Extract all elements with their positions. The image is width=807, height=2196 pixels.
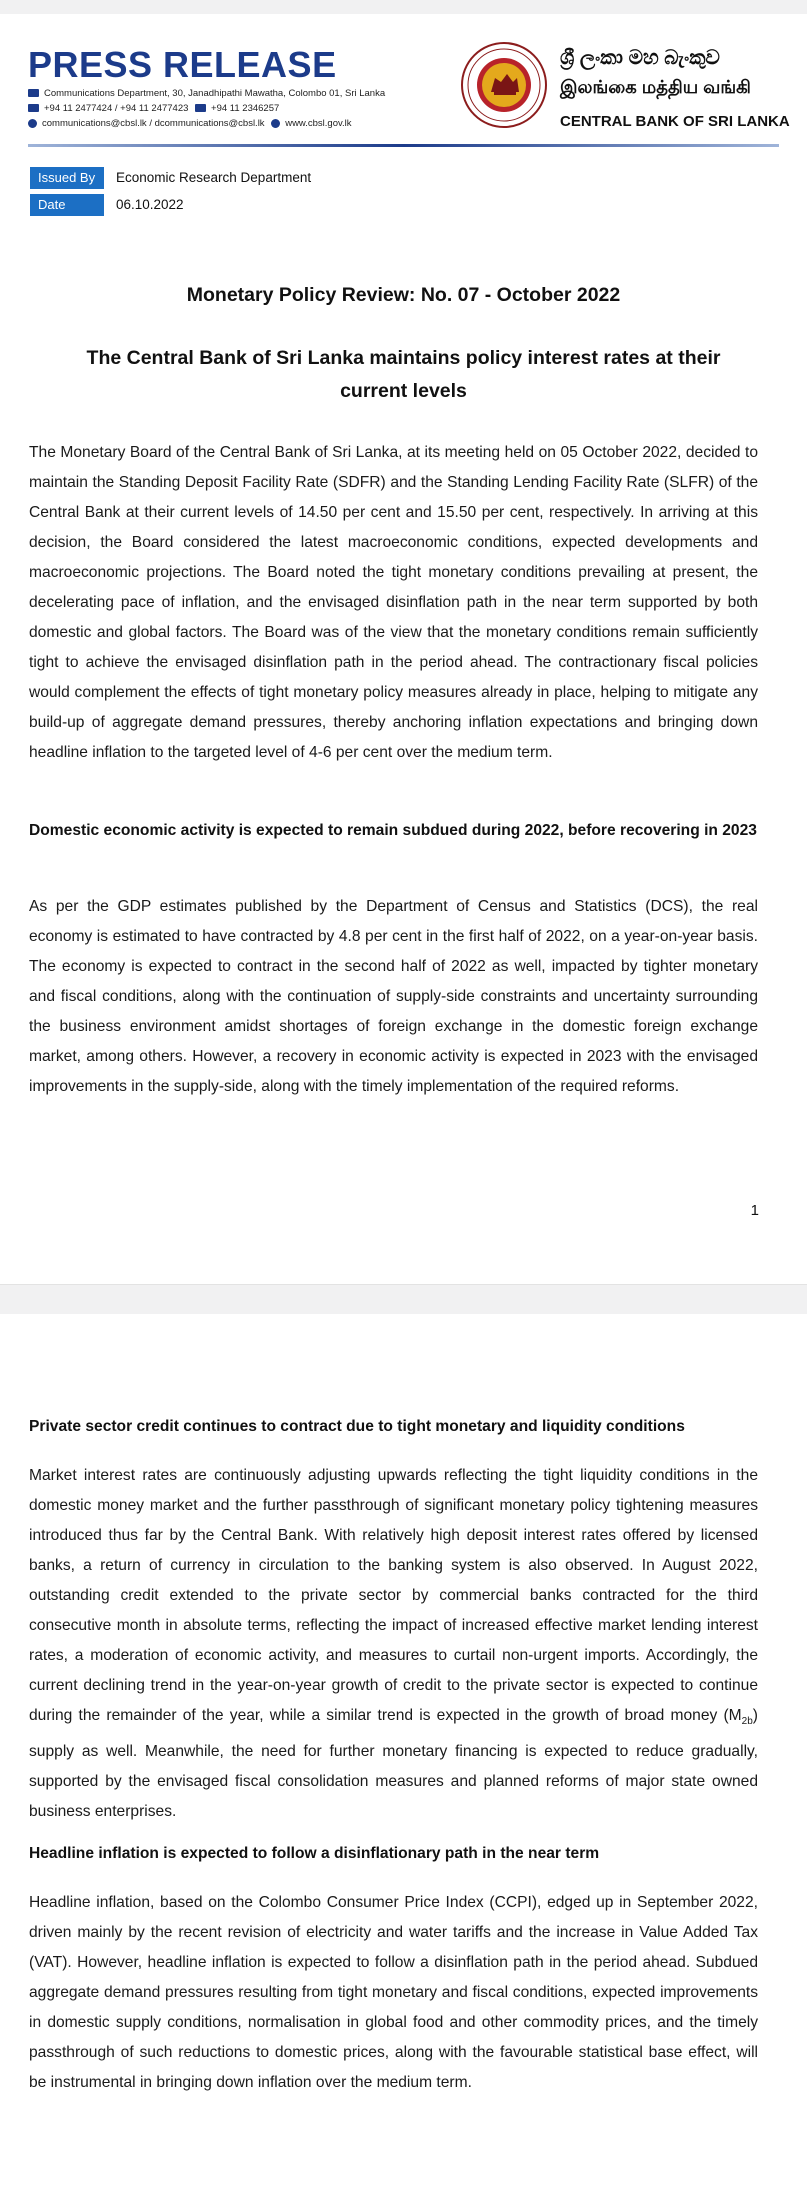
phone-icon	[28, 104, 39, 112]
document-title: Monetary Policy Review: No. 07 - October 2022	[186, 284, 621, 306]
date-value: 06.10.2022	[116, 197, 184, 212]
address-line: Communications Department, 30, Janadhipathi Mawatha, Colombo 01, Sri Lanka	[28, 88, 385, 99]
bank-name-sinhala: ශ්‍රී ලංකා මහ බැංකුව	[560, 47, 720, 69]
paragraph-policy-decision: The Monetary Board of the Central Bank of Sri Lanka, at its meeting held on 05 October 2022, decided to maintain the Standing Deposit Facility Rate (SDFR) and the Standing Lending Facility Rate (SLFR) of the Central Bank at their current levels of 14.50 per cent and 15.50 per cent, respectively. In arriving at this decision, the Board considered the latest macroeconomic conditions, expected developments and macroeconomic projections. The Board noted the tight monetary conditions prevailing at present, the decelerating pace of inflation, and the envisaged disinflation path in the near term supported by both domestic and global factors. The Board was of the view that the monetary conditions remain sufficiently tight to achieve the envisaged disinflation path in the period ahead. The contractionary fiscal policies would complement the effects of tight monetary policy measures already in place, helping to mitigate any build-up of aggregate demand pressures, thereby anchoring inflation expectations and bringing down headline inflation to the targeted level of 4-6 per cent over the medium term.	[29, 444, 758, 761]
press-release-title: PRESS RELEASE	[28, 44, 337, 85]
viewer-top-margin	[0, 0, 807, 14]
globe-icon	[271, 119, 280, 128]
heading-economic-activity: Domestic economic activity is expected to remain subdued during 2022, before recovering in 2023	[29, 822, 757, 839]
bank-name-tamil: இலங்கை மத்திய வங்கி	[560, 77, 751, 97]
envelope-icon	[28, 89, 39, 97]
paragraph-economic-activity: As per the GDP estimates published by the Department of Census and Statistics (DCS), the real economy is estimated to have contracted by 4.8 per cent in the first half of 2022, on a year-on-year basis. The economy is expected to contract in the second half of 2022 as well, impacted by tighter monetary and fiscal conditions, along with the continuation of supply-side constraints and uncertainty surrounding the business environment amidst shortages of foreign exchange in the domestic foreign exchange market, among others. However, a recovery in economic activity is expected in 2023 with the envisaged improvements in the supply-side, along with the timely implementation of the required reforms.	[29, 898, 758, 1095]
date-label: Date	[30, 194, 104, 216]
heading-inflation: Headline inflation is expected to follow a disinflationary path in the near term	[29, 1845, 600, 1862]
page-2	[0, 1314, 807, 2196]
document-subtitle: The Central Bank of Sri Lanka maintains policy interest rates at their current levels	[86, 347, 721, 402]
paragraph-inflation: Headline inflation, based on the Colombo Consumer Price Index (CCPI), edged up in September 2022, driven mainly by the recent revision of electricity and water tariffs and the increase in Value Added Tax (VAT). However, headline inflation is expected to follow a disinflation path in the period ahead. Subdued aggregate demand pressures resulting from tight monetary and fiscal conditions, expected improvements in domestic supply conditions, normalisation in global food and other commodity prices, and the timely passthrough of such reductions to domestic prices, along with the favourable statistical base effect, will be instrumental in bringing down inflation over the medium term.	[29, 1894, 758, 2091]
issued-by-label: Issued By	[30, 167, 104, 189]
fax-icon	[195, 104, 206, 112]
phone-line: +94 11 2477424 / +94 11 2477423 +94 11 2346257	[28, 103, 279, 114]
email-link[interactable]: communications@cbsl.lk / dcommunications@cbsl.lk	[42, 118, 265, 129]
page-separator	[0, 1284, 807, 1315]
cbsl-seal-logo	[461, 42, 547, 128]
issued-by-value: Economic Research Department	[116, 170, 312, 185]
page-number: 1	[750, 1202, 759, 1219]
email-web-line	[28, 118, 352, 129]
bank-name-english: CENTRAL BANK OF SRI LANKA	[560, 113, 790, 130]
paragraph-private-credit: Market interest rates are continuously adjusting upwards reflecting the tight liquidity conditions in the domestic money market and the further passthrough of significant monetary policy tightening measures introduced thus far by the Central Bank. With relatively high deposit interest rates offered by licensed banks, a return of currency in circulation to the banking system is also observed. In August 2022, outstanding credit extended to the private sector by commercial banks contracted for the third consecutive month in absolute terms, reflecting the impact of increased effective market lending interest rates, a moderation of economic activity, and measures to curtail non-urgent imports. Accordingly, the current declining trend in the year-on-year growth of credit to the private sector is expected to continue during the remainder of the year, while a similar trend is expected in the growth of broad money $(M_{2b})$ supply as well. Meanwhile, the need for further monetary financing is expected to reduce gradually, supported by the envisaged fiscal consolidation measures and planned reforms of major state owned business enterprises.	[29, 1467, 758, 1821]
heading-private-credit: Private sector credit continues to contract due to tight monetary and liquidity conditions	[29, 1418, 685, 1435]
header-divider	[28, 144, 779, 147]
website-link[interactable]: www.cbsl.gov.lk	[285, 118, 352, 129]
at-sign-icon	[28, 119, 37, 128]
page-1	[0, 14, 807, 1284]
